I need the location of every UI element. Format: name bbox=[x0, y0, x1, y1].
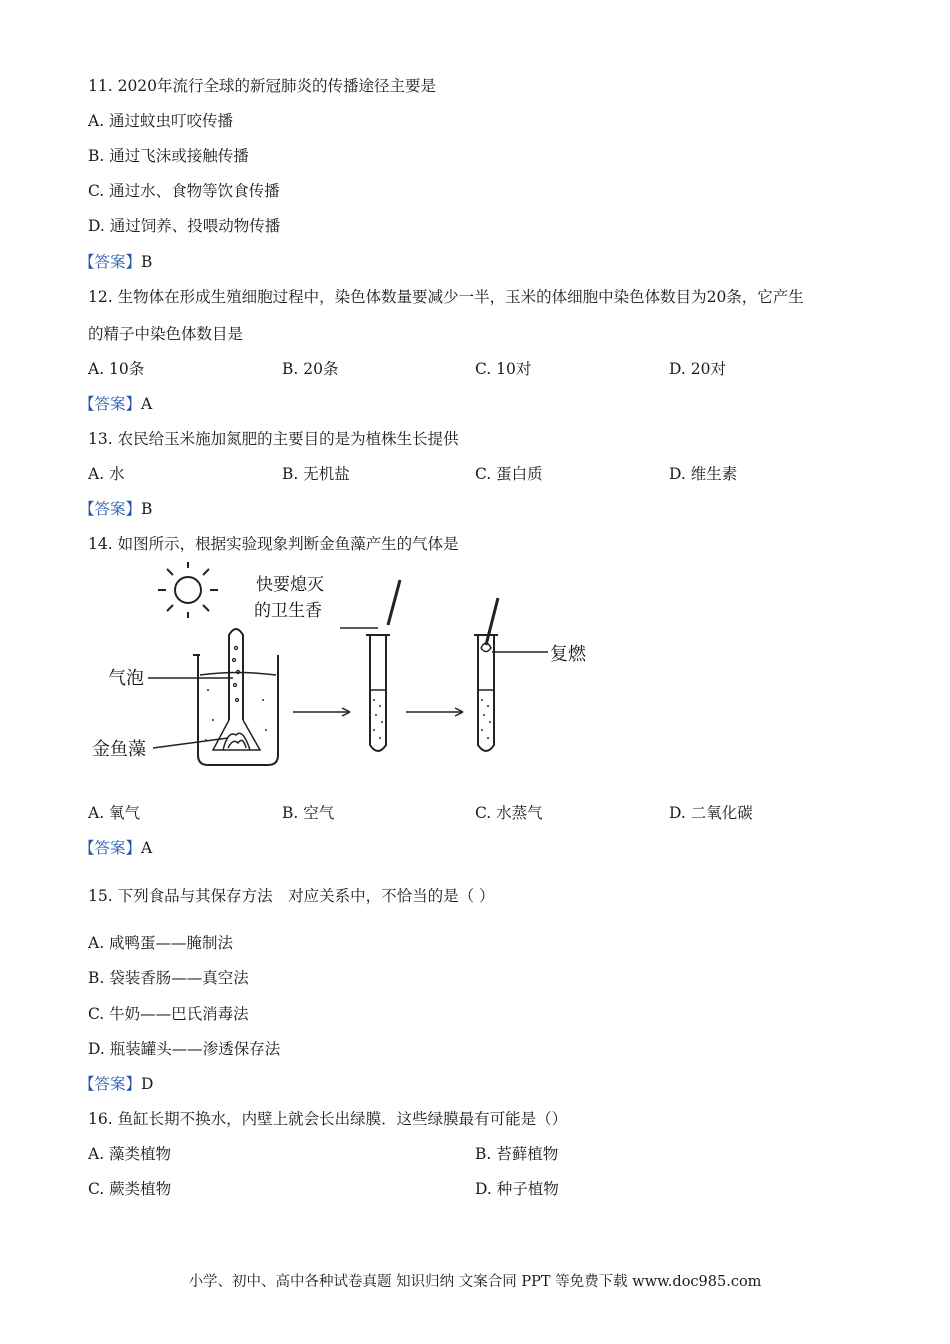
q16-option-a: A. 藻类植物 bbox=[88, 1145, 172, 1163]
answer-value: B bbox=[141, 253, 153, 271]
q16-stem: 16. 鱼缸长期不换水，内壁上就会长出绿膜．这些绿膜最有可能是（） bbox=[88, 1110, 568, 1128]
q13-option-a: A. 水 bbox=[88, 465, 125, 483]
beaker bbox=[198, 655, 278, 765]
q12-stem-line1: 12. 生物体在形成生殖细胞过程中，染色体数量要减少一半，玉米的体细胞中染色体数目为20条，它产生 bbox=[88, 288, 804, 306]
q12-option-b: B. 20条 bbox=[282, 360, 339, 378]
q11-option-c: C. 通过水、食物等饮食传播 bbox=[88, 182, 280, 200]
liquid-dots bbox=[205, 689, 491, 741]
page-footer: 小学、初中、高中各种试卷真题 知识归纳 文案合同 PPT 等免费下载 www.doc985.com bbox=[188, 1274, 762, 1290]
q11-option-d: D. 通过饲养、投喂动物传播 bbox=[88, 217, 281, 235]
q14-experiment-figure bbox=[88, 560, 608, 775]
q14-option-b: B. 空气 bbox=[282, 804, 335, 822]
label-bubbles: 气泡 bbox=[108, 668, 144, 689]
q15-answer bbox=[79, 1074, 153, 1094]
test-tube-middle bbox=[370, 635, 386, 751]
waterweed-plant bbox=[223, 733, 250, 750]
q14-option-a: A. 氧气 bbox=[88, 804, 141, 822]
answer-tag: 【答案】 bbox=[79, 395, 142, 413]
q14-stem: 14. 如图所示，根据实验现象判断金鱼藻产生的气体是 bbox=[88, 535, 459, 553]
q14-option-c: C. 水蒸气 bbox=[475, 804, 543, 822]
answer-tag: 【答案】 bbox=[79, 500, 142, 518]
answer-tag: 【答案】 bbox=[79, 1075, 142, 1093]
q13-option-c: C. 蛋白质 bbox=[475, 465, 543, 483]
test-tube-right bbox=[478, 635, 494, 751]
answer-tag: 【答案】 bbox=[79, 839, 142, 857]
label-plant: 金鱼藻 bbox=[92, 739, 146, 760]
burning-incense bbox=[486, 598, 498, 645]
q14-answer bbox=[79, 838, 152, 858]
answer-value: B bbox=[141, 500, 153, 518]
q16-option-d: D. 种子植物 bbox=[475, 1180, 559, 1198]
q16-option-c: C. 蕨类植物 bbox=[88, 1180, 172, 1198]
q15-option-b: B. 袋装香肠——真空法 bbox=[88, 969, 249, 987]
answer-value: A bbox=[141, 839, 153, 857]
q14-option-d: D. 二氧化碳 bbox=[669, 804, 753, 822]
label-reignite: 复燃 bbox=[550, 644, 586, 665]
label-incense-line1: 快要熄灭 bbox=[256, 575, 324, 595]
q11-answer bbox=[79, 252, 152, 272]
q12-option-c: C. 10对 bbox=[475, 360, 532, 378]
q11-stem: 11. 2020年流行全球的新冠肺炎的传播途径主要是 bbox=[88, 77, 437, 95]
answer-value: D bbox=[141, 1075, 154, 1093]
q15-option-c: C. 牛奶——巴氏消毒法 bbox=[88, 1005, 249, 1023]
q11-option-b: B. 通过飞沫或接触传播 bbox=[88, 147, 249, 165]
q12-answer bbox=[79, 394, 152, 414]
q13-option-b: B. 无机盐 bbox=[282, 465, 350, 483]
answer-value: A bbox=[141, 395, 153, 413]
q11-option-a: A. 通过蚊虫叮咬传播 bbox=[88, 112, 234, 130]
q12-stem-line2: 的精子中染色体数目是 bbox=[88, 325, 244, 343]
q15-stem: 15. 下列食品与其保存方法 对应关系中，不恰当的是（ ） bbox=[88, 887, 495, 905]
label-incense-line2: 的卫生香 bbox=[254, 601, 322, 621]
q15-option-d: D. 瓶装罐头——渗透保存法 bbox=[88, 1040, 281, 1058]
q16-option-b: B. 苔藓植物 bbox=[475, 1145, 559, 1163]
q12-option-a: A. 10条 bbox=[88, 360, 145, 378]
q12-option-d: D. 20对 bbox=[669, 360, 726, 378]
q15-option-a: A. 咸鸭蛋——腌制法 bbox=[88, 934, 234, 952]
q13-stem: 13. 农民给玉米施加氮肥的主要目的是为植株生长提供 bbox=[88, 430, 459, 448]
answer-tag: 【答案】 bbox=[79, 253, 142, 271]
bubbles bbox=[233, 647, 240, 702]
inverted-test-tube bbox=[229, 629, 243, 720]
q13-option-d: D. 维生素 bbox=[669, 465, 738, 483]
q13-answer bbox=[79, 499, 152, 519]
sun-icon bbox=[158, 562, 218, 618]
incense-stick bbox=[388, 580, 400, 625]
